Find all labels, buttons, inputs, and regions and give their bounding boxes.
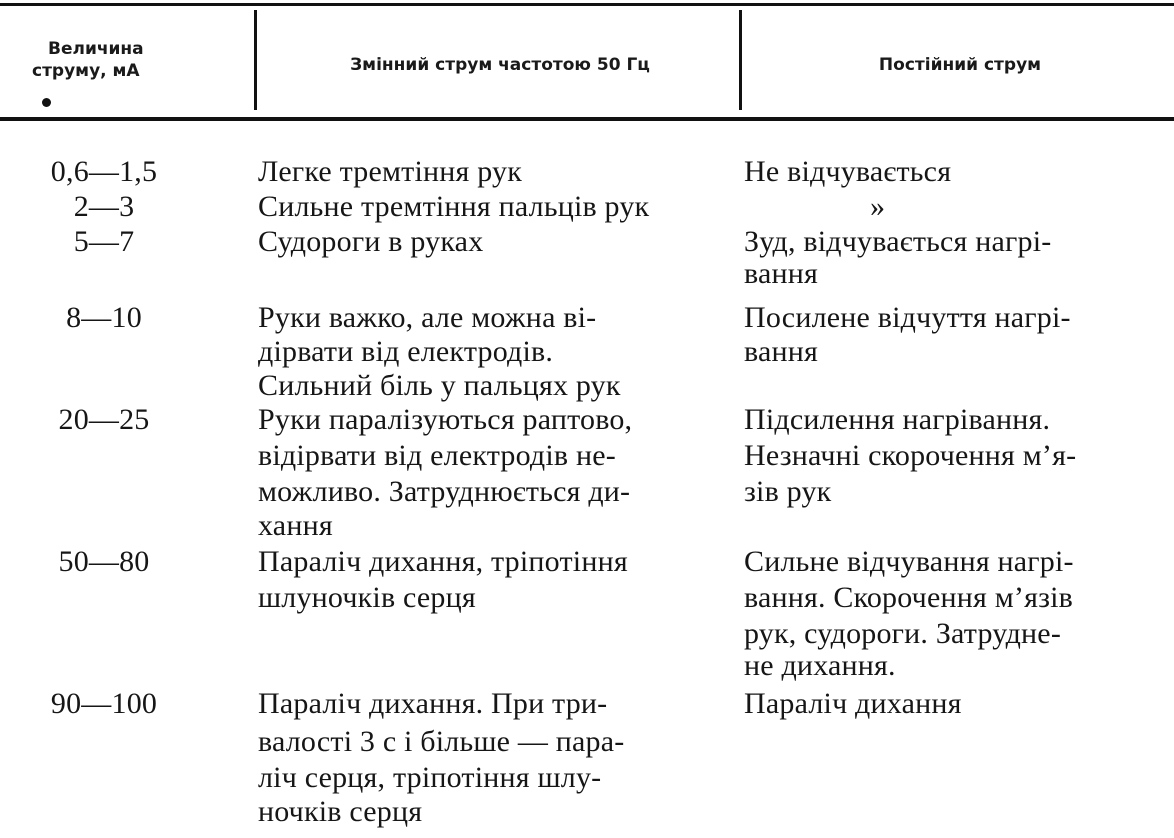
dc-effect-line: Сильне відчування нагрі-	[744, 545, 1074, 578]
ac-effect-line: Легке тремтіння рук	[258, 155, 523, 188]
current-value: 90—100	[50, 687, 158, 720]
current-value: 20—25	[58, 403, 150, 436]
ac-effect-line: Сильний біль у пальцях рук	[258, 369, 621, 402]
current-value: 5—7	[73, 225, 135, 258]
ac-effect-line: Параліч дихання. При три-	[258, 687, 608, 720]
ac-effect-line: відірвати від електродів не-	[258, 439, 616, 472]
dc-effect-line: не дихання.	[744, 649, 896, 682]
header-current-magnitude	[22, 38, 222, 82]
ac-effect-line: Руки паралізуються раптово,	[258, 403, 633, 436]
column-divider-2	[739, 10, 742, 110]
current-value: 2—3	[73, 190, 135, 223]
dc-effect-line: Посилене відчуття нагрі-	[744, 301, 1071, 334]
dc-effect-line: Зуд, відчувається нагрі-	[744, 225, 1052, 258]
dc-effect-line: Підсилення нагрівання.	[744, 403, 1051, 436]
ac-effect-line: можливо. Затруднюється ди-	[258, 475, 631, 508]
ac-effect-line: валості 3 с і більше — пара-	[258, 725, 625, 758]
ac-effect-line: Параліч дихання, тріпотіння	[258, 545, 628, 578]
dc-effect-line: вання	[744, 257, 818, 290]
current-value: 0,6—1,5	[50, 155, 158, 188]
ac-effect-line: Сильне тремтіння пальців рук	[258, 190, 650, 223]
dc-effect-line: вання. Скорочення м’язів	[744, 581, 1074, 614]
column-divider-1	[254, 10, 257, 110]
dc-effect-line: Не відчувається	[744, 155, 952, 188]
ac-effect-line: хання	[258, 509, 333, 542]
header-alternating-current: Змінний струм частотою 50 Гц	[350, 55, 650, 75]
header-bottom-rule	[0, 117, 1174, 121]
dc-effect-line: рук, судороги. Затрудне-	[744, 617, 1062, 650]
bullet-mark	[42, 98, 51, 107]
ac-effect-line: Руки важко, але можна ві-	[258, 301, 597, 334]
ac-effect-line: дірвати від електродів.	[258, 335, 554, 368]
dc-effect-line: Незначні скорочення м’я-	[744, 439, 1077, 472]
current-value: 50—80	[58, 545, 150, 578]
dc-effect-line: Параліч дихання	[744, 687, 962, 720]
dc-ditto-mark: »	[870, 190, 886, 223]
current-value: 8—10	[66, 301, 142, 334]
ac-effect-line: ночків серця	[258, 795, 423, 828]
header-current-line1: Величина	[48, 39, 144, 59]
table-top-rule	[0, 3, 1174, 6]
ac-effect-line: Судороги в руках	[258, 225, 484, 258]
ac-effect-line: ліч серця, тріпотіння шлу-	[258, 761, 602, 794]
header-direct-current: Постійний струм	[878, 55, 1042, 75]
dc-effect-line: зів рук	[744, 475, 832, 508]
dc-effect-line: вання	[744, 335, 818, 368]
header-current-line2: струму, мА	[32, 61, 140, 81]
ac-effect-line: шлуночків серця	[258, 581, 476, 614]
